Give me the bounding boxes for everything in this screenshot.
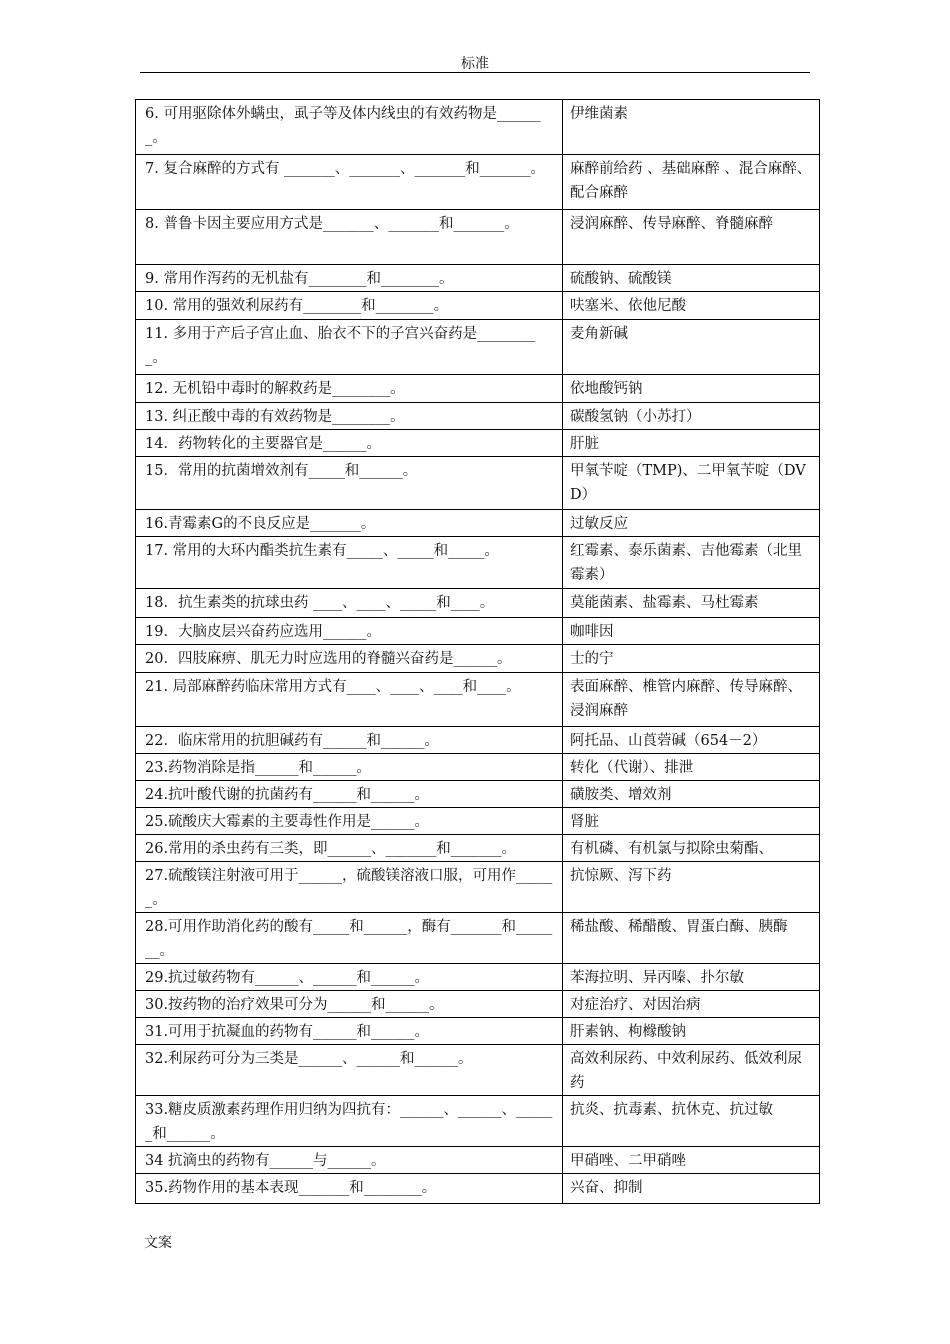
question-cell: 35.药物作用的基本表现_______和________。 xyxy=(136,1174,563,1204)
question-cell: 28.可用作助消化药的酸有_____和______，酶有_______和_______。 xyxy=(136,913,563,964)
table-row xyxy=(136,862,820,913)
answer-cell: 麻醉前给药 、基础麻醉 、混合麻醉、配合麻醉 xyxy=(563,155,820,210)
question-cell: 30.按药物的治疗效果可分为______和______。 xyxy=(136,991,563,1018)
table-row xyxy=(136,808,820,835)
answer-cell: 兴奋、抑制 xyxy=(563,1174,820,1204)
answer-cell: 肾脏 xyxy=(563,808,820,835)
question-cell: 15．常用的抗菌增效剂有_____和______。 xyxy=(136,457,563,510)
table-row xyxy=(136,754,820,781)
question-cell: 29.抗过敏药物有______、______和______。 xyxy=(136,964,563,991)
question-cell: 33.糖皮质激素药理作用归纳为四抗有：______、______、______和______。 xyxy=(136,1096,563,1147)
answer-cell: 磺胺类、增效剂 xyxy=(563,781,820,808)
question-cell: 23.药物消除是指______和______。 xyxy=(136,754,563,781)
answer-cell: 稀盐酸、稀醋酸、胃蛋白酶、胰酶 xyxy=(563,913,820,964)
table-row xyxy=(136,1018,820,1045)
question-cell: 13. 纠正酸中毒的有效药物是________。 xyxy=(136,403,563,430)
question-cell: 6. 可用驱除体外螨虫，虱子等及体内线虫的有效药物是_______。 xyxy=(136,100,563,155)
answer-cell: 甲氧苄啶（TMP)、二甲氧苄啶（DVD） xyxy=(563,457,820,510)
answer-cell: 呋塞米、依他尼酸 xyxy=(563,292,820,320)
question-cell: 12. 无机铅中毒时的解救药是________。 xyxy=(136,375,563,403)
question-cell: 18．抗生素类的抗球虫药 ____、____、_____和____。 xyxy=(136,589,563,618)
question-cell: 25.硫酸庆大霉素的主要毒性作用是______。 xyxy=(136,808,563,835)
answer-cell: 硫酸钠、硫酸镁 xyxy=(563,265,820,292)
table-row xyxy=(136,964,820,991)
answer-cell: 抗炎、抗毒素、抗休克、抗过敏 xyxy=(563,1096,820,1147)
table-row xyxy=(136,645,820,673)
question-cell: 27.硫酸镁注射液可用于______，硫酸镁溶液口服，可用作______。 xyxy=(136,862,563,913)
table-row xyxy=(136,320,820,375)
table-row xyxy=(136,210,820,265)
table-row xyxy=(136,292,820,320)
table-row xyxy=(136,913,820,964)
answer-cell: 阿托品、山莨菪碱（654－2） xyxy=(563,727,820,754)
header-rule xyxy=(140,72,810,73)
table-row xyxy=(136,403,820,430)
question-cell: 9. 常用作泻药的无机盐有________和________。 xyxy=(136,265,563,292)
table-row xyxy=(136,618,820,645)
table-row xyxy=(136,673,820,727)
table-row xyxy=(136,430,820,457)
question-cell: 19．大脑皮层兴奋药应选用______。 xyxy=(136,618,563,645)
answer-cell: 肝脏 xyxy=(563,430,820,457)
page-header: 标准 xyxy=(461,56,489,72)
answer-cell: 莫能菌素、盐霉素、马杜霉素 xyxy=(563,589,820,618)
answer-cell: 苯海拉明、异丙嗪、扑尔敏 xyxy=(563,964,820,991)
answer-cell: 咖啡因 xyxy=(563,618,820,645)
table-row xyxy=(136,835,820,862)
question-cell: 7. 复合麻醉的方式有 _______、_______、_______和_______。 xyxy=(136,155,563,210)
question-cell: 32.利尿药可分为三类是______、______和______。 xyxy=(136,1045,563,1096)
table-row xyxy=(136,1174,820,1204)
table-row xyxy=(136,727,820,754)
table-row xyxy=(136,155,820,210)
answer-cell: 碳酸氢钠（小苏打） xyxy=(563,403,820,430)
answer-cell: 浸润麻醉、传导麻醉、脊髓麻醉 xyxy=(563,210,820,265)
answer-cell: 甲硝唑、二甲硝唑 xyxy=(563,1147,820,1174)
question-cell: 22．临床常用的抗胆碱药有______和______。 xyxy=(136,727,563,754)
answer-cell: 高效利尿药、中效利尿药、低效利尿药 xyxy=(563,1045,820,1096)
table-row xyxy=(136,510,820,537)
table-row xyxy=(136,100,820,155)
table-row xyxy=(136,589,820,618)
question-cell: 8. 普鲁卡因主要应用方式是_______、_______和_______。 xyxy=(136,210,563,265)
question-cell: 10. 常用的强效利尿药有________和________。 xyxy=(136,292,563,320)
question-cell: 34 抗滴虫的药物有______与______。 xyxy=(136,1147,563,1174)
table-row xyxy=(136,991,820,1018)
answer-cell: 士的宁 xyxy=(563,645,820,673)
answer-cell: 肝素钠、枸橼酸钠 xyxy=(563,1018,820,1045)
page-footer: 文案 xyxy=(144,1235,172,1251)
answer-cell: 依地酸钙钠 xyxy=(563,375,820,403)
question-cell: 31.可用于抗凝血的药物有______和______。 xyxy=(136,1018,563,1045)
table-row xyxy=(136,537,820,589)
question-cell: 24.抗叶酸代谢的抗菌药有______和______。 xyxy=(136,781,563,808)
qa-table xyxy=(135,99,820,1204)
question-cell: 20．四肢麻痹、肌无力时应选用的脊髓兴奋药是______。 xyxy=(136,645,563,673)
table-row xyxy=(136,265,820,292)
question-cell: 16.青霉素G的不良反应是_______。 xyxy=(136,510,563,537)
table-row xyxy=(136,1096,820,1147)
answer-cell: 抗惊厥、泻下药 xyxy=(563,862,820,913)
answer-cell: 表面麻醉、椎管内麻醉、传导麻醉、浸润麻醉 xyxy=(563,673,820,727)
answer-cell: 转化（代谢）、排泄 xyxy=(563,754,820,781)
table-row xyxy=(136,781,820,808)
answer-cell: 伊维菌素 xyxy=(563,100,820,155)
answer-cell: 红霉素、泰乐菌素、吉他霉素（北里霉素） xyxy=(563,537,820,589)
question-cell: 26.常用的杀虫药有三类，即______、_______和_______。 xyxy=(136,835,563,862)
answer-cell: 对症治疗、对因治病 xyxy=(563,991,820,1018)
answer-cell: 麦角新碱 xyxy=(563,320,820,375)
answer-cell: 过敏反应 xyxy=(563,510,820,537)
table-row xyxy=(136,1045,820,1096)
question-cell: 14．药物转化的主要器官是______。 xyxy=(136,430,563,457)
answer-cell: 有机磷、有机氯与拟除虫菊酯、 xyxy=(563,835,820,862)
question-cell: 11. 多用于产后子宫止血、胎衣不下的子宫兴奋药是_________。 xyxy=(136,320,563,375)
question-cell: 21. 局部麻醉药临床常用方式有____、____、____和____。 xyxy=(136,673,563,727)
qa-table-body xyxy=(136,100,820,1204)
table-row xyxy=(136,375,820,403)
table-row xyxy=(136,1147,820,1174)
table-row xyxy=(136,457,820,510)
question-cell: 17. 常用的大环内酯类抗生素有_____、_____和_____。 xyxy=(136,537,563,589)
